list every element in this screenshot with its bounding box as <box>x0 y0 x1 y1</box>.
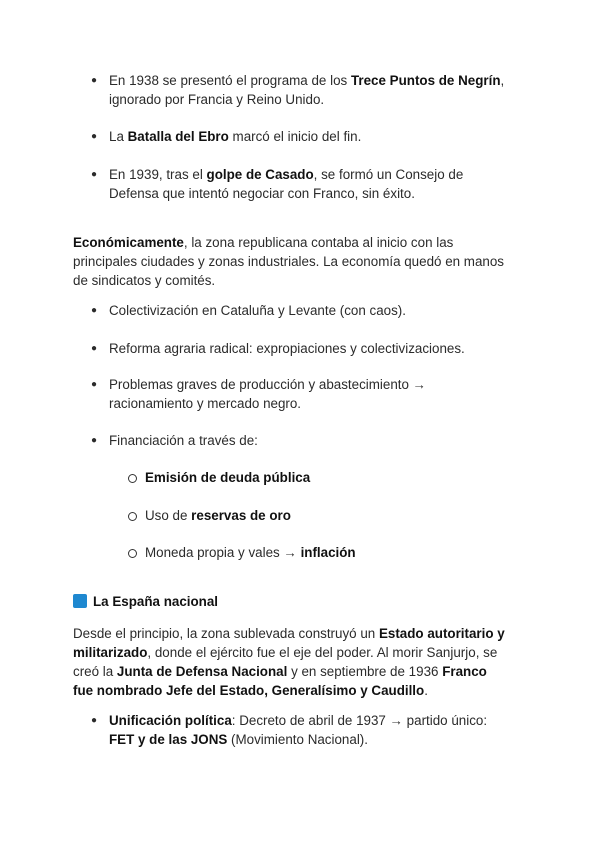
text: En 1938 se presentó el programa de los <box>109 73 351 88</box>
bold-text: Unificación política <box>109 713 232 728</box>
list-item <box>109 711 569 749</box>
sub-list-item <box>145 468 565 487</box>
text: racionamiento y mercado negro. <box>109 396 302 411</box>
text: (Movimiento Nacional). <box>227 732 368 747</box>
list-item <box>109 165 569 203</box>
bold-text: Emisión de deuda pública <box>145 470 311 485</box>
section-heading: La España nacional <box>93 594 219 609</box>
text: creó la <box>73 664 117 679</box>
text: , donde el ejército fue el eje del poder. Al morir Sanjurjo, se <box>147 645 498 660</box>
list-item <box>109 127 569 146</box>
text: de sindicatos y comités. <box>73 273 216 288</box>
bullet-dot: ● <box>90 715 98 726</box>
bullet-dot: ● <box>90 343 98 354</box>
text: , <box>500 73 505 88</box>
text: , se formó un Consejo de <box>313 167 464 182</box>
list-item: Reforma agraria radical: expropiaciones y colectivizaciones. <box>109 341 465 356</box>
text: . <box>424 683 428 698</box>
bold-text: militarizado <box>73 645 148 660</box>
sub-list-item <box>145 543 565 562</box>
text: Uso de <box>145 508 192 523</box>
text: Defensa que intentó negociar con Franco, sin éxito. <box>109 186 415 201</box>
sub-bullet-circle <box>128 474 137 483</box>
list-item <box>109 375 569 413</box>
sub-bullet-circle <box>128 549 137 558</box>
bullet-dot: ● <box>90 435 98 446</box>
bold-text: inflación <box>300 545 356 560</box>
bullet-dot: ● <box>90 131 98 142</box>
text: marcó el inicio del fin. <box>228 129 362 144</box>
bullet-dot: ● <box>90 75 98 86</box>
bold-text: golpe de Casado <box>206 167 314 182</box>
bold-text: FET y de las JONS <box>109 732 228 747</box>
bold-text: fue nombrado Jefe del Estado, Generalísimo y Caudillo <box>73 683 425 698</box>
paragraph-economia <box>73 233 553 290</box>
paragraph-nacional <box>73 624 563 700</box>
text: Desde el principio, la zona sublevada construyó un <box>73 626 379 641</box>
bullet-dot: ● <box>90 169 98 180</box>
bold-text: Trece Puntos de Negrín <box>350 73 501 88</box>
text: principales ciudades y zonas industriales. La economía quedó en manos <box>73 254 504 269</box>
text: Problemas graves de producción y abastecimiento → <box>109 377 427 392</box>
text: ignorado por Francia y Reino Unido. <box>109 92 325 107</box>
bold-text: Económicamente <box>73 235 184 250</box>
text: y en septiembre de 1936 <box>287 664 443 679</box>
bold-text: reservas de oro <box>191 508 291 523</box>
sub-bullet-circle <box>128 512 137 521</box>
bullet-dot: ● <box>90 305 98 316</box>
text: : Decreto de abril de 1937 → partido único: <box>231 713 488 728</box>
list-item: Colectivización en Cataluña y Levante (con caos). <box>109 303 406 318</box>
text: Moneda propia y vales → <box>145 545 301 560</box>
blue-square-icon <box>73 594 87 608</box>
bold-text: Estado autoritario y <box>378 626 505 641</box>
sub-list-item <box>145 506 565 525</box>
text: , la zona republicana contaba al inicio con las <box>183 235 454 250</box>
list-item <box>109 71 569 109</box>
bold-text: Batalla del Ebro <box>127 129 229 144</box>
bullet-dot: ● <box>90 379 98 390</box>
bold-text: Junta de Defensa Nacional <box>116 664 288 679</box>
list-item: Financiación a través de: <box>109 433 258 448</box>
text: En 1939, tras el <box>109 167 207 182</box>
bold-text: Franco <box>442 664 487 679</box>
text: La <box>109 129 128 144</box>
